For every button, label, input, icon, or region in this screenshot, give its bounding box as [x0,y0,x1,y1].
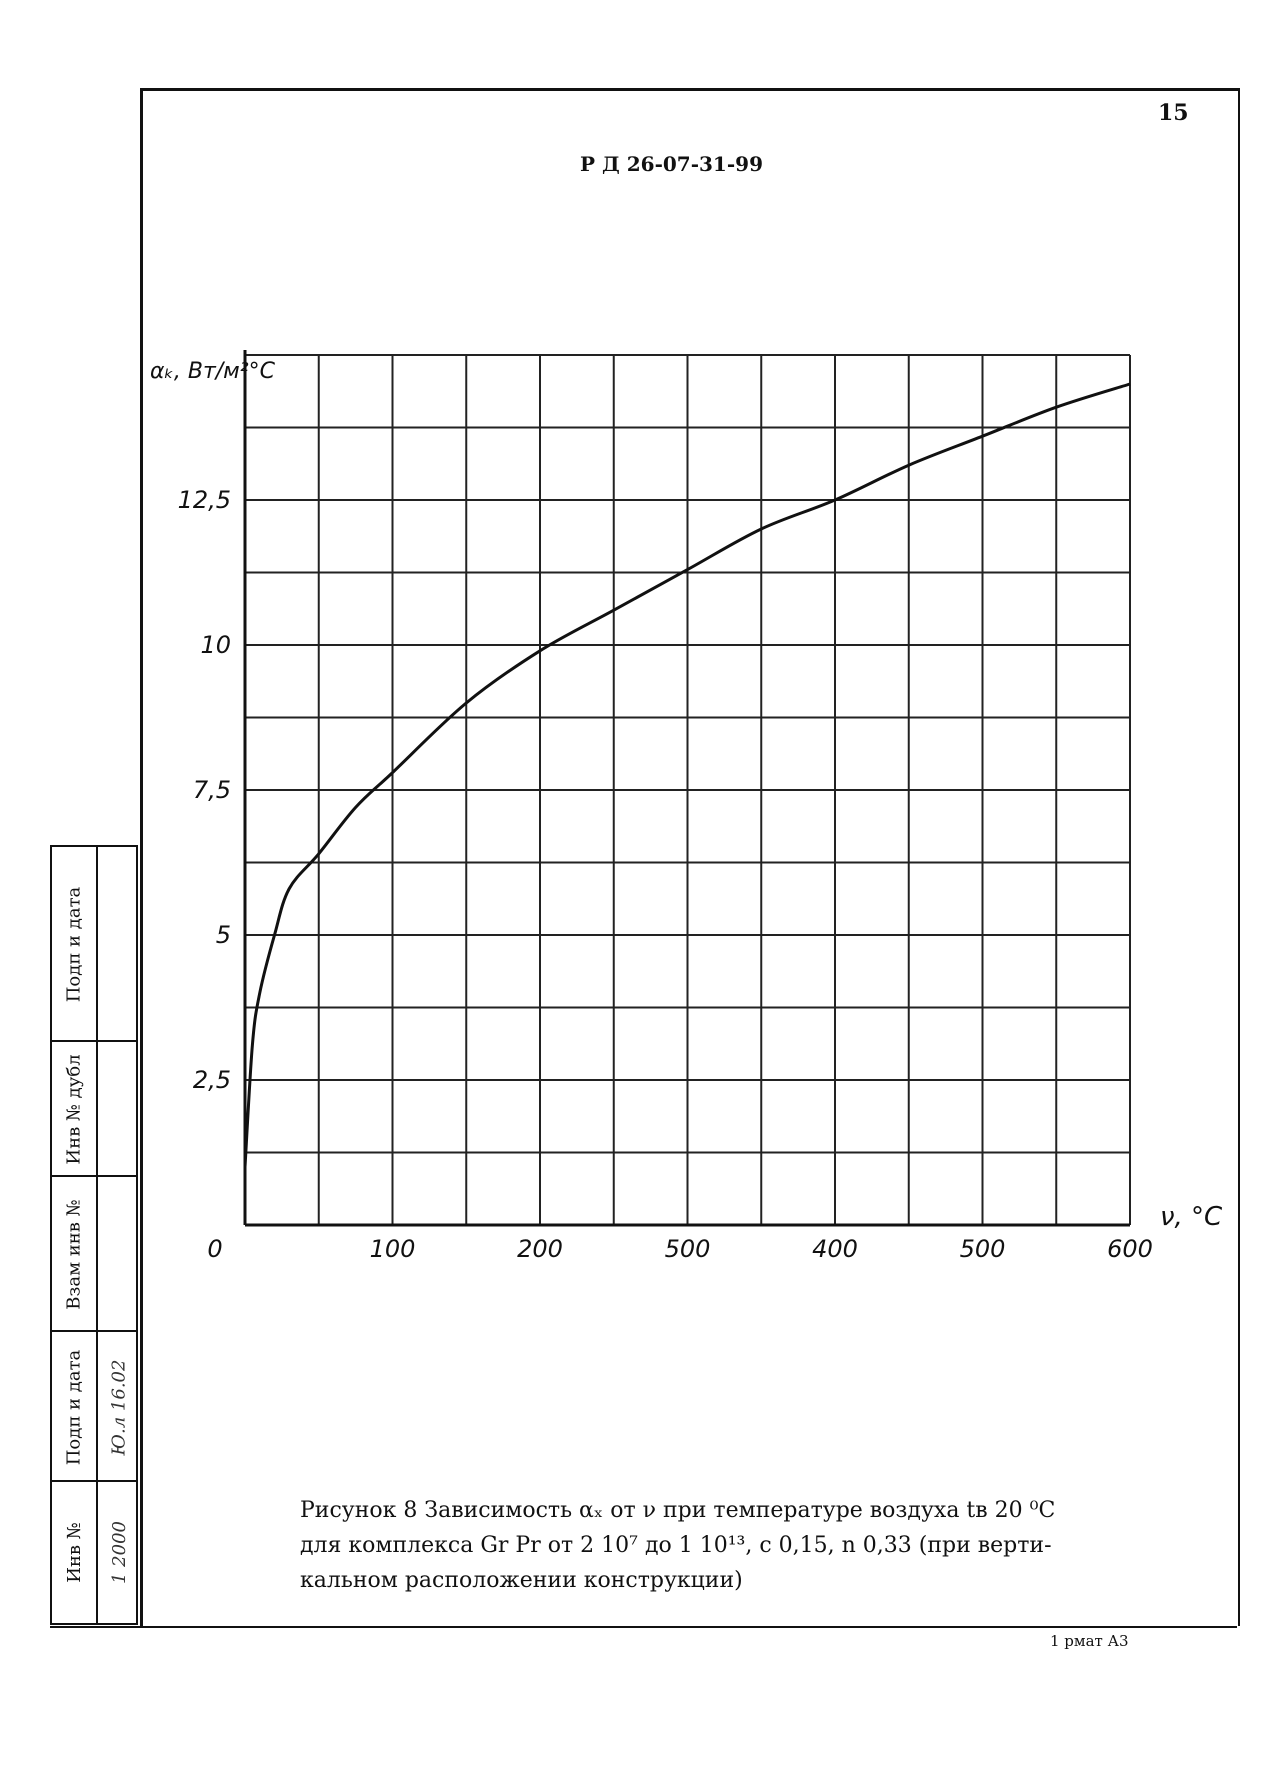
caption-line-1: Рисунок 8 Зависимость αₓ от ν при температуре воздуха tв 20 ⁰C [300,1498,1056,1523]
y-tick-label: 12,5 [177,486,231,514]
y-tick-label: 2,5 [192,1066,231,1094]
stamp-row [52,1332,136,1482]
y-tick-labels [178,486,231,1094]
page-number: 15 [1158,100,1189,126]
x-tick-label: 0 [207,1235,223,1263]
stamp-row [52,1482,136,1623]
document-code: Р Д 26-07-31-99 [580,152,763,176]
y-tick-label: 10 [200,631,231,659]
x-tick-label: 500 [959,1235,1006,1263]
x-tick-labels [207,1235,1153,1263]
stamp-row [52,847,136,1042]
stamp-row [52,1177,136,1332]
x-axis-label: ν, °C [1160,1202,1223,1232]
stamp-handwritten: Ю.л 16.02 [108,1359,130,1455]
y-axis-label: αₖ, Вт/м²°C [150,359,275,384]
format-note: 1 рмат А3 [1050,1632,1129,1650]
stamp-label: Взам инв № [63,1199,85,1310]
stamp-label: Инв № [63,1522,85,1583]
x-tick-label: 600 [1107,1235,1153,1263]
figure-caption [300,1493,1180,1598]
x-tick-label: 500 [664,1235,711,1263]
stamp-label: Подп и дата [63,1349,85,1465]
stamp-handwritten: 1 2000 [108,1521,130,1584]
x-tick-label: 200 [517,1235,563,1263]
stamp-row [52,1042,136,1177]
caption-line-2: для комплекса Gr Pr от 2 10⁷ до 1 10¹³, с 0,15, n 0,33 (при верти- [300,1533,1052,1558]
chart-grid [245,355,1130,1225]
y-tick-label: 5 [215,921,231,949]
stamp-label: Подп и дата [63,886,85,1003]
stamp-block [50,845,138,1625]
caption-line-3: кальном расположении конструкции) [300,1568,743,1593]
y-tick-label: 7,5 [192,776,231,804]
x-tick-label: 100 [369,1235,416,1263]
x-tick-label: 400 [812,1235,858,1263]
stamp-label: Инв № дубл [63,1054,85,1165]
